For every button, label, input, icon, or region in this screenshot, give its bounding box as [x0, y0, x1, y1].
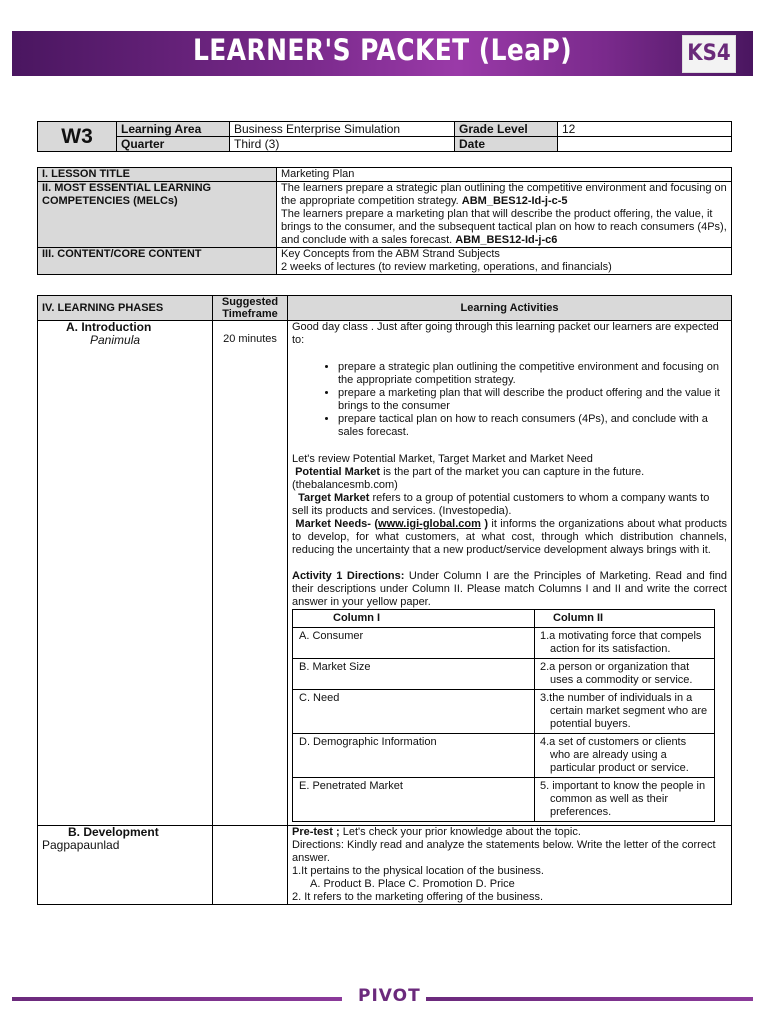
content-value: [277, 248, 732, 275]
pivot-logo: PIVOT: [358, 986, 421, 1006]
match-right: 5. important to know the people in common as well as their preferences.: [535, 778, 715, 822]
development-title: B. Development: [68, 825, 159, 839]
melc-2-code: ABM_BES12-Id-j-c6: [455, 234, 558, 246]
market-needs-text: it informs the organizations about what products to develop, for what customers, at what cost, through which distribution channels, reducing the uncertainty that a new product/service development always brings with it.: [292, 518, 727, 556]
development-phase: [38, 826, 213, 905]
objective-item: • prepare a marketing plan that will describe the product offering and the value it brings to the consumer: [338, 387, 727, 413]
quarter-value: Third (3): [230, 137, 455, 152]
melc-label: II. MOST ESSENTIAL LEARNING COMPETENCIES (MELCs): [38, 182, 277, 248]
learning-area-label: Learning Area: [117, 122, 230, 137]
match-right: 3.the number of individuals in a certain market segment who are potential buyers.: [535, 690, 715, 734]
content-line-2: 2 weeks of lectures (to review marketing, operations, and financials): [281, 261, 612, 273]
lesson-table: [37, 167, 732, 275]
ks-badge: KS4: [682, 35, 736, 73]
lesson-title-value: Marketing Plan: [277, 168, 732, 182]
development-activities: [288, 826, 732, 905]
column-2-header: Column II: [535, 610, 715, 628]
learning-phases-table: [37, 295, 732, 905]
table-row: [293, 659, 715, 690]
week-label: W3: [38, 122, 117, 152]
date-label: Date: [455, 137, 558, 152]
introduction-title: A. Introduction: [66, 320, 152, 334]
market-needs-def: Market Needs- (www.igi-global.com ) it informs the organizations about what products to develop, for what customers, at what cost, through which distribution channels, reducing the uncertainty that a new product/service development always brings with it.: [292, 518, 727, 556]
pretest-label: Pre-test ;: [292, 826, 340, 838]
footer-line-right: [426, 997, 753, 1001]
question-1-choices: A. Product B. Place C. Promotion D. Price: [310, 878, 515, 890]
meta-table: [37, 121, 732, 152]
pretest-line: [292, 826, 727, 839]
phases-header: IV. LEARNING PHASES: [38, 296, 213, 321]
match-left: C. Need: [293, 690, 535, 734]
pretest-text: Let's check your prior knowledge about the topic.: [339, 826, 581, 838]
content-line-1: Key Concepts from the ABM Strand Subjects: [281, 248, 500, 260]
timeframe-header: Suggested Timeframe: [213, 296, 288, 321]
development-time: [213, 826, 288, 905]
development-subtitle: Pagpapaunlad: [42, 838, 120, 852]
content-label: III. CONTENT/CORE CONTENT: [38, 248, 277, 275]
potential-market-text: is the part of the market you can capture in the future. (thebalancesmb.com): [292, 466, 645, 491]
grade-level-value: 12: [558, 122, 732, 137]
introduction-activities: [288, 321, 732, 826]
learning-area-value: Business Enterprise Simulation: [230, 122, 455, 137]
lesson-title-label: I. LESSON TITLE: [38, 168, 277, 182]
melc-value: [277, 182, 732, 248]
objective-item: • prepare tactical plan on how to reach consumers (4Ps), and conclude with a sales forecast.: [338, 413, 727, 439]
match-right: 4.a set of customers or clients who are already using a particular product or service.: [535, 734, 715, 778]
match-left: D. Demographic Information: [293, 734, 535, 778]
objectives-list: [292, 361, 727, 439]
target-market-def: [292, 492, 727, 518]
target-market-term: Target Market: [298, 492, 370, 504]
melc-1-code: ABM_BES12-Id-j-c-5: [461, 195, 568, 207]
review-line: Let's review Potential Market, Target Market and Market Need: [292, 453, 593, 465]
melc-1-text: The learners prepare a strategic plan outlining the competitive environment and focusing on the appropriate competition strategy.: [281, 182, 727, 207]
objective-item: • prepare a strategic plan outlining the competitive environment and focusing on the appropriate competition strategy.: [338, 361, 727, 387]
market-needs-link[interactable]: www.igi-global.com: [378, 518, 481, 530]
footer-line-left: [12, 997, 342, 1001]
introduction-subtitle: Panimula: [90, 333, 141, 347]
match-right: 1.a motivating force that compels action for its satisfaction.: [535, 628, 715, 659]
table-row: [293, 734, 715, 778]
header-banner: [12, 31, 753, 76]
question-2: 2. It refers to the marketing offering of the business.: [292, 891, 544, 903]
packet-title: LEARNER'S PACKET (LeaP): [192, 33, 573, 67]
table-row: [293, 778, 715, 822]
pretest-directions: Directions: Kindly read and analyze the statements below. Write the letter of the correct answer.: [292, 839, 716, 864]
potential-market-def: [292, 466, 727, 492]
match-left: B. Market Size: [293, 659, 535, 690]
introduction-phase: [38, 321, 213, 826]
potential-market-term: Potential Market: [295, 466, 381, 478]
table-row: [293, 690, 715, 734]
question-1: 1.It pertains to the physical location of the business.: [292, 865, 544, 877]
matching-table: [292, 609, 715, 822]
column-1-header: Column I: [293, 610, 535, 628]
activity-text: Under Column I are the Principles of Marketing. Read and find their descriptions under Column II. Please match Columns I and II and write the correct answer in your yellow paper.: [292, 570, 728, 608]
activity-label: Activity 1 Directions:: [292, 570, 405, 582]
melc-2-text: The learners prepare a marketing plan that will describe the product offering, the value, it brings to the consumer, and the subsequent tactical plan on how to reach consumers (4Ps), and conclude with a sales forecast.: [281, 208, 727, 246]
quarter-label: Quarter: [117, 137, 230, 152]
activities-header: Learning Activities: [288, 296, 732, 321]
activity-directions: [292, 570, 727, 609]
introduction-time: 20 minutes: [213, 321, 288, 826]
target-market-text: refers to a group of potential customers to whom a company wants to sell its products and services. (Investopedia).: [292, 492, 710, 517]
market-needs-term: Market Needs-: [295, 518, 371, 530]
date-value: [558, 137, 732, 152]
grade-level-label: Grade Level: [455, 122, 558, 137]
intro-text: Good day class . Just after going through this learning packet our learners are expected to:: [292, 321, 719, 346]
table-row: [293, 628, 715, 659]
match-right: 2.a person or organization that uses a commodity or service.: [535, 659, 715, 690]
match-left: A. Consumer: [293, 628, 535, 659]
match-left: E. Penetrated Market: [293, 778, 535, 822]
